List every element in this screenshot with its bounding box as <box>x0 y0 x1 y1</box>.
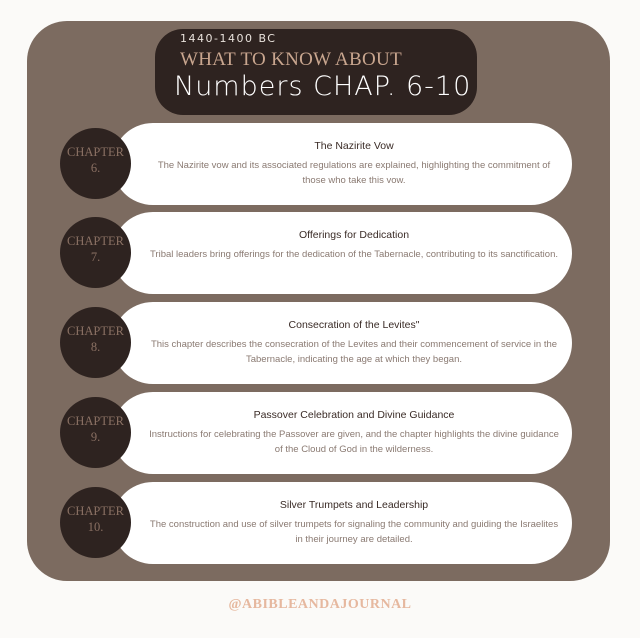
chapter-badge-8 <box>60 307 131 378</box>
chapter-description: The construction and use of silver trumpets for signaling the community and guiding the Israelites in their journey are detailed. <box>149 519 559 545</box>
chapter-title: The Nazirite Vow <box>314 140 394 152</box>
header-block <box>155 29 477 115</box>
chapter-title: Offerings for Dedication <box>298 229 410 241</box>
date-range: 1440-1400 BC <box>180 32 277 45</box>
chapter-badge-9 <box>60 397 131 468</box>
social-handle: @ABIBLEANDAJOURNAL <box>228 597 412 612</box>
chapter-label: CHAPTER <box>67 234 124 248</box>
chapter-number: 10. <box>87 520 104 534</box>
chapter-description: Instructions for celebrating the Passover are given, and the chapter highlights the divine guidance of the Cloud of God in the wilderness. <box>149 429 559 455</box>
chapter-label: CHAPTER <box>67 504 124 518</box>
chapter-card-7 <box>112 212 572 294</box>
chapter-label: CHAPTER <box>67 324 124 338</box>
chapter-title: Passover Celebration and Divine Guidance <box>253 409 455 421</box>
chapter-label: CHAPTER <box>67 414 124 428</box>
chapter-description: The Nazirite vow and its associated regulations are explained, highlighting the commitment of those who take this vow. <box>157 160 551 186</box>
chapter-title: Silver Trumpets and Leadership <box>279 499 429 511</box>
chapter-badge-7 <box>60 217 131 288</box>
chapter-description: Tribal leaders bring offerings for the dedication of the Tabernacle, contributing to its sanctification. <box>149 249 559 260</box>
chapter-number: 7. <box>90 250 101 264</box>
chapter-card-10 <box>112 482 572 564</box>
chapter-card-8 <box>112 302 572 384</box>
chapter-description: This chapter describes the consecration of the Levites and their commencement of service in the Tabernacle, indicating the age at which they began. <box>150 339 558 365</box>
chapter-badge-6 <box>60 128 131 199</box>
chapter-badge-10 <box>60 487 131 558</box>
page-title: Numbers CHAP. 6-10 <box>174 71 472 102</box>
chapter-card-6 <box>112 123 572 205</box>
header-kicker: WHAT TO KNOW ABOUT <box>180 49 402 70</box>
chapter-number: 6. <box>90 161 101 175</box>
chapter-card-9 <box>112 392 572 474</box>
chapter-label: CHAPTER <box>67 145 124 159</box>
chapter-number: 8. <box>90 340 101 354</box>
chapter-number: 9. <box>90 430 101 444</box>
chapter-title: Consecration of the Levites" <box>288 319 420 331</box>
